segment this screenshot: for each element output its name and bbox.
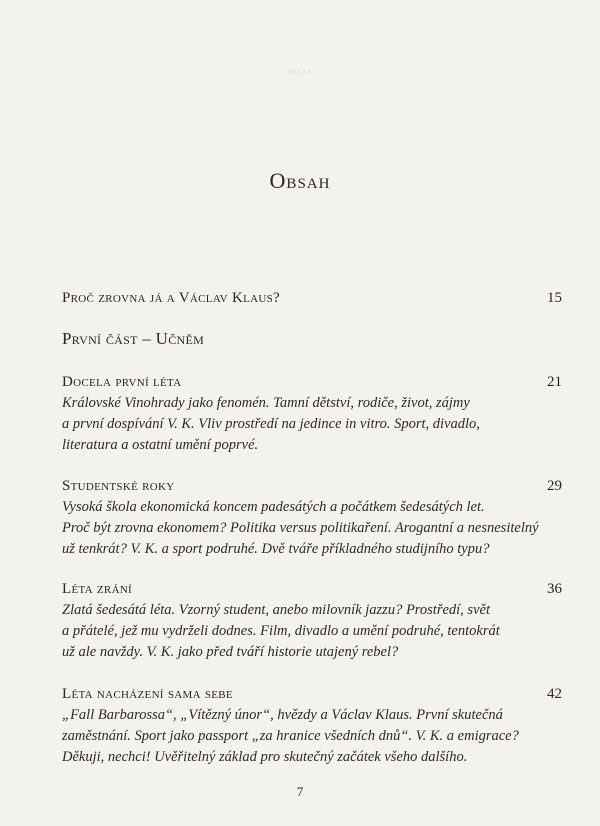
- running-header: OBSAH: [287, 70, 313, 76]
- toc-entry-page: 42: [547, 686, 562, 702]
- page-number: 7: [296, 784, 304, 799]
- toc-entry-page: 15: [547, 290, 562, 306]
- toc-entry-chapter-3[interactable]: [62, 578, 562, 663]
- toc-entry-line: Vysoká škola ekonomická koncem padesátých a počátkem šedesátých let.: [62, 499, 485, 515]
- toc-entry-chapter-1[interactable]: [62, 371, 562, 456]
- toc-entry-heading: Studentské roky: [62, 478, 175, 494]
- toc-entry-intro[interactable]: [62, 287, 562, 309]
- toc-entry-page: 36: [547, 581, 562, 597]
- toc-entry-line: a první dospívání V. K. Vliv prostředí na jedince in vitro. Sport, divadlo,: [62, 416, 480, 432]
- toc-entry-page: 21: [547, 374, 562, 390]
- toc-entry-heading: Proč zrovna já a Václav Klaus?: [62, 290, 280, 306]
- toc-entry-line: Zlatá šedesátá léta. Vzorný student, anebo milovník jazzu? Prostředí, svět: [62, 602, 490, 618]
- toc-entry-heading: Docela první léta: [62, 374, 182, 390]
- toc-entry-line: už ale navždy. V. K. jako před tváří historie utajený rebel?: [62, 644, 399, 660]
- toc-entry-page: 29: [547, 478, 562, 494]
- toc-entry-heading: Léta zrání: [62, 581, 133, 597]
- part-heading: První část – Učněm: [62, 329, 205, 348]
- toc-entry-line: Děkuji, nechci! Uvěřitelný základ pro skutečný začátek všeho dalšího.: [62, 749, 468, 765]
- toc-entry-line: literatura a ostatní umění poprvé.: [62, 437, 259, 453]
- toc-entry-heading: Léta nacházení sama sebe: [62, 686, 233, 702]
- toc-entry-line: a přátelé, jež mu vydrželi dodnes. Film, divadlo a umění podruhé, tentokrát: [62, 623, 500, 639]
- toc-entry-line: Proč být zrovna ekonomem? Politika versus politikaření. Arogantní a nesnesitelný: [62, 520, 539, 536]
- page-title: Obsah: [269, 168, 331, 193]
- toc-entry-chapter-2[interactable]: [62, 475, 562, 560]
- toc-entry-line: zaměstnání. Sport jako passport „za hranice všedních dnů“. V. K. a emigrace?: [62, 728, 519, 744]
- toc-entry-line: už tenkrát? V. K. a sport podruhé. Dvě tváře příkladného studijního typu?: [62, 541, 490, 557]
- toc-entry-line: Královské Vinohrady jako fenomén. Tamní dětství, rodiče, život, zájmy: [62, 395, 470, 411]
- toc-entry-line: „Fall Barbarossa“, „Vítězný únor“, hvězdy a Václav Klaus. První skutečná: [62, 707, 503, 723]
- toc-entry-chapter-4[interactable]: [62, 683, 562, 768]
